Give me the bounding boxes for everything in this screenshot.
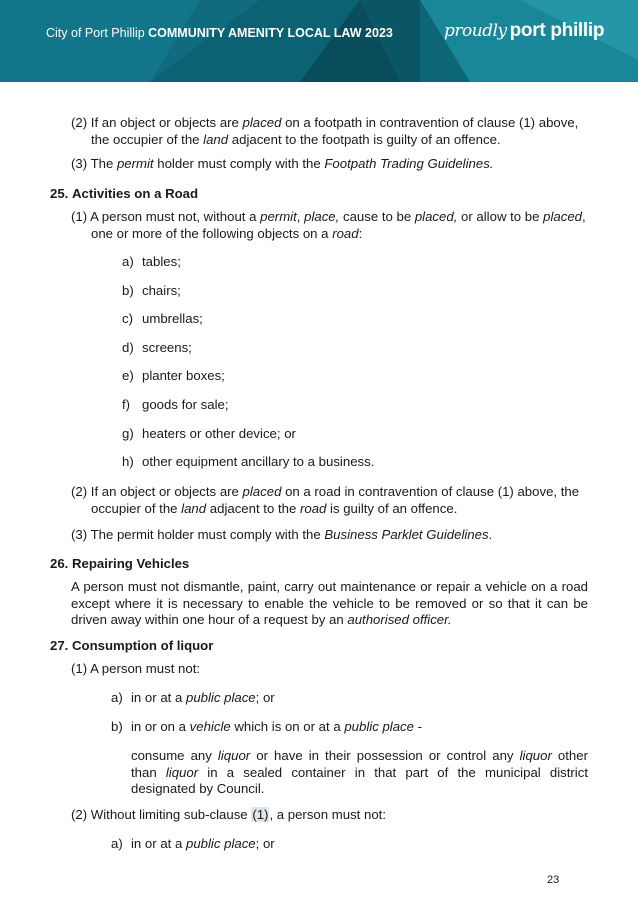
- clause-24-2: (2) If an object or objects are placed on a footpath in contravention of clause (1) above, the occupier of the land adjacent to the footpath is guilty of an offence.: [71, 115, 579, 147]
- list-item: h) other equipment ancillary to a business.: [122, 454, 375, 469]
- page-header-banner: [0, 0, 638, 82]
- list-item: d) screens;: [122, 340, 192, 355]
- section-heading-25: 25. Activities on a Road: [50, 186, 199, 201]
- page-number: 23: [547, 874, 560, 886]
- document-title: [46, 26, 393, 40]
- clause-27-1: (1) A person must not:: [71, 661, 201, 676]
- cross-reference[interactable]: (1): [252, 807, 269, 822]
- clause-27-2: (2) Without limiting sub-clause (1), a person must not:: [71, 807, 386, 822]
- clause-24-3: (3) The permit holder must comply with the Footpath Trading Guidelines.: [71, 156, 494, 171]
- logo-script: proudly: [444, 21, 507, 41]
- list-item: f) goods for sale;: [122, 397, 229, 412]
- list-item: c) umbrellas;: [122, 311, 203, 326]
- list-item: b) chairs;: [122, 283, 181, 298]
- list-item: a) in or at a public place; or: [111, 690, 275, 705]
- clause-27-1-tail: consume any liquor or have in their possession or control any liquor other than liquor in a sealed container in that part of the municipal district designated by Council.: [131, 748, 588, 796]
- list-item: a) in or at a public place; or: [111, 836, 275, 851]
- list-item: a) tables;: [122, 254, 181, 269]
- list-item: g) heaters or other device; or: [122, 426, 296, 441]
- section-26-body: A person must not dismantle, paint, carry out maintenance or repair a vehicle on a road except where it is necessary to enable the vehicle to be removed or so that it can be driven away within one hour of a request by an authorised officer.: [71, 579, 588, 627]
- logo-name: port phillip: [509, 20, 605, 41]
- clause-25-1: (1) A person must not, without a permit, place, cause to be placed, or allow to be placed, one or more of the following objects on a road:: [71, 209, 586, 241]
- clause-25-2: (2) If an object or objects are placed on a road in contravention of clause (1) above, the occupier of the land adjacent to the road is guilty of an offence.: [71, 484, 580, 516]
- title-main: COMMUNITY AMENITY LOCAL LAW 2023: [148, 26, 393, 40]
- council-logo: [444, 20, 604, 50]
- section-heading-26: 26. Repairing Vehicles: [50, 556, 190, 571]
- list-item: b) in or on a vehicle which is on or at a public place -: [111, 719, 423, 734]
- title-prefix: City of Port Phillip: [46, 26, 145, 40]
- clause-25-3: (3) The permit holder must comply with the Business Parklet Guidelines.: [71, 527, 493, 542]
- list-item: e) planter boxes;: [122, 368, 225, 383]
- section-heading-27: 27. Consumption of liquor: [50, 638, 214, 653]
